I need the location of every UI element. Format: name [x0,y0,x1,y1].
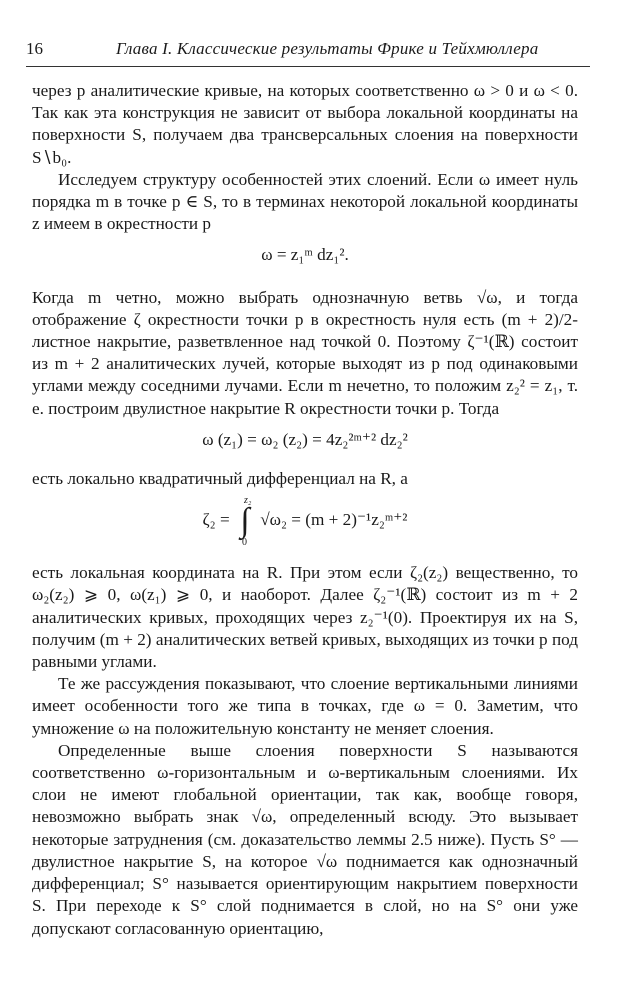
formula-1: ω = z₁ᵐ dz₁². [261,245,349,265]
header-rule [26,66,590,67]
body-text [32,80,578,940]
integral-sign: z₂ ∫ 0 [238,502,252,540]
paragraph-6: Те же рассуждения показывают, что слоение вертикальными линиями имеет особенности того же типа в точках, где ω = 0. Заметим, что умножение ω на положительную константу не меняет слоения. [32,674,578,738]
formula-3-lhs: ζ₂ = [202,510,230,530]
formula-3 [32,490,578,562]
integral-upper-limit: z₂ [243,495,252,507]
paragraph-7: Определенные выше слоения поверхности S называются соответственно ω-горизонтальным и ω-вертикальным слоениями. Их слои не имеют глобальной ориентации, так как, вообще говоря, невозможно выбрать знак √ω, определенный всюду. Это вызывает некоторые затруднения (см. доказательство леммы 2.5 ниже). Пусть S° — двулистное накрытие S, на которое √ω поднимается как однозначный дифференциал; S° называется ориентирующим накрытием поверхности S. При переходе к S° слой поднимается в слой, но на S° они уже допускают согласованную ориентацию, [32,740,578,938]
paragraph-2: Исследуем структуру особенностей этих слоений. Если ω имеет нуль порядка m в точке p ∈ S, то в терминах некоторой локальной координаты z имеем в окрестности p [32,169,578,234]
paragraph-1: через p аналитические кривые, на которых соответственно ω > 0 и ω < 0. Так как эта конструкция не зависит от выбора локальной координаты на поверхности S, получаем два трансверсальных слоения на поверхности S∖b₀. [32,81,578,167]
running-title: Глава I. Классические результаты Фрике и Тейхмюллера [116,39,539,58]
integral-lower-limit: 0 [241,537,247,549]
paragraph-3: Когда m четно, можно выбрать однозначную ветвь √ω, и тогда отображение ζ окрестности точки p в окрестность нуля есть (m + 2)/2-листное накрытие, разветвленное над точкой 0. Поэтому ζ⁻¹(ℝ) состоит из m + 2 аналитических лучей, которые выходят из p под одинаковыми углами между соседними лучами. Если m нечетно, то положим z₂² = z₁, т. е. построим двулистное накрытие R окрестности точки p. Тогда [32,287,578,418]
paragraph-5: есть локальная координата на R. При этом если ζ₂(z₂) вещественно, то ω₂(z₂) ⩾ 0, ω(z₁) ⩾ 0, и наоборот. Далее ζ₂⁻¹(ℝ) состоит из m + 2 аналитических кривых, проходящих через z₂⁻¹(0). Проектируя их на S, получим (m + 2) аналитических ветвей кривых, выходящих из точки p под равными углами. [32,563,578,672]
formula-2: ω (z₁) = ω₂ (z₂) = 4z₂²ᵐ⁺² dz₂² [202,429,408,449]
page-number: 16 [26,39,43,58]
formula-3-rhs: √ω₂ = (m + 2)⁻¹z₂ᵐ⁺² [260,510,408,530]
paragraph-4: есть локально квадратичный дифференциал на R, а [32,469,408,489]
